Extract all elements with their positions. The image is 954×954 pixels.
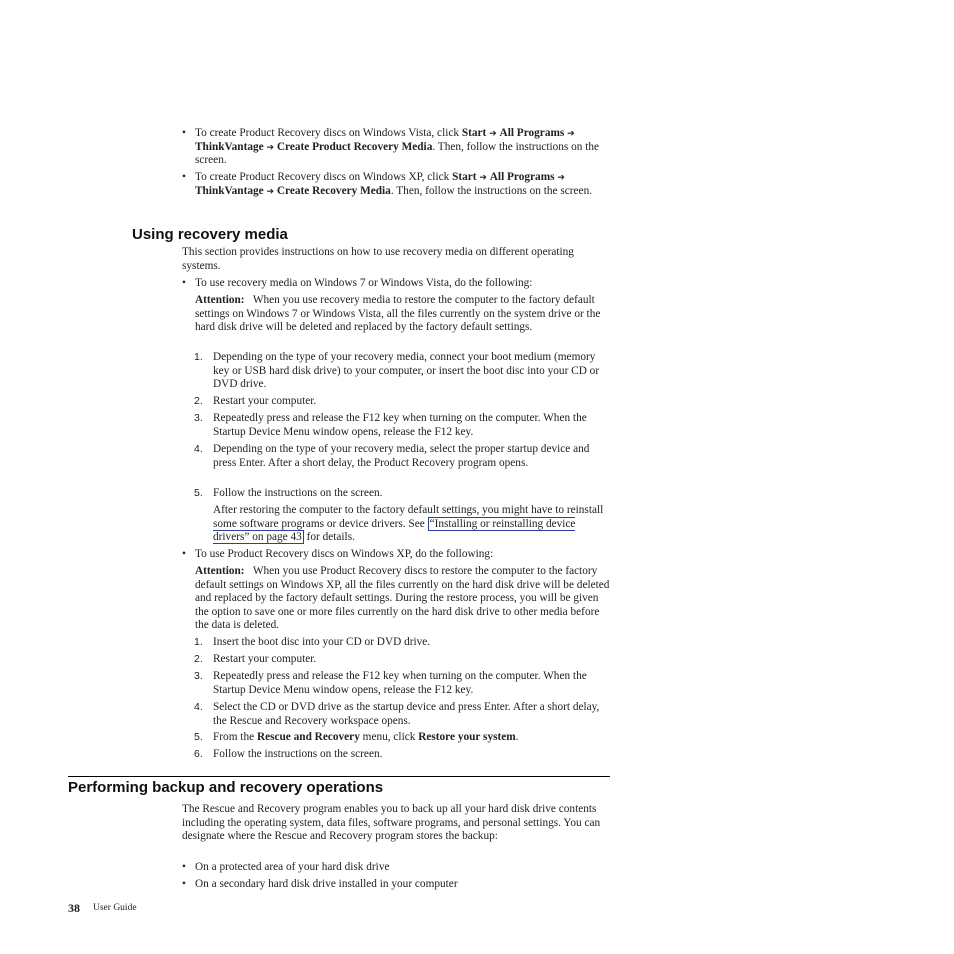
section-divider [68, 776, 610, 777]
section-heading: Performing backup and recovery operations [68, 779, 384, 796]
list-item: • To create Product Recovery discs on Windows Vista, click Start ➔ All Programs ➔ ThinkVantage ➔ Create Product Recovery Media. Then, follow the instructions on the screen. [182, 127, 600, 167]
arrow-icon: ➔ [266, 185, 275, 196]
page-number: 38 [68, 901, 80, 915]
arrow-icon: ➔ [557, 172, 565, 182]
cross-reference-link[interactable]: “Installing or reinstalling device drivers” on page 43 [213, 517, 576, 544]
step-item: 4. Depending on the type of your recovery media, select the proper startup device and press Enter. After a short delay, the Product Recovery program opens. [194, 443, 590, 469]
step-item: 4. Select the CD or DVD drive as the startup device and press Enter. After a short delay, the Rescue and Recovery workspace opens. [194, 701, 600, 727]
attention-note: Attention: When you use Product Recovery discs to restore the computer to the factory default settings on Windows XP, all the files currently on the hard disk drive will be deleted and replaced by the factory default settings. During the restore process, you will be given the option to save one or more files currently on the hard disk drive to other media before the data is deleted. [195, 565, 610, 632]
bullet-mark: • [182, 878, 186, 890]
arrow-icon: ➔ [489, 128, 497, 138]
section-heading: Using recovery media [132, 226, 288, 243]
step-item: 1. Insert the boot disc into your CD or DVD drive. [194, 636, 431, 648]
step-item: 3. Repeatedly press and release the F12 key when turning on the computer. When the Startup Device Menu window opens, release the F12 key. [194, 412, 587, 438]
attention-label: Attention: [195, 294, 245, 306]
step-item: 1. Depending on the type of your recovery media, connect your boot medium (memory key or USB hard disk drive) to your computer, or insert the boot disc into your CD or DVD drive. [194, 351, 600, 391]
arrow-icon: ➔ [567, 128, 575, 138]
arrow-icon: ➔ [266, 141, 275, 152]
list-item: • To use Product Recovery discs on Windows XP, do the following: [182, 548, 494, 560]
step-item: 5. Follow the instructions on the screen. [194, 487, 383, 499]
list-item: • On a protected area of your hard disk drive [182, 861, 390, 873]
step-item: 3. Repeatedly press and release the F12 key when turning on the computer. When the Startup Device Menu window opens, release the F12 key. [194, 670, 587, 696]
section-intro: This section provides instructions on how to use recovery media on different operating systems. [182, 246, 574, 272]
step-item: 2. Restart your computer. [194, 653, 317, 665]
after-restore-note: After restoring the computer to the factory default settings, you might have to reinstall some software programs or device drivers. See “Installing or reinstalling device drivers” on page 43 for details. [213, 504, 604, 544]
attention-label: Attention: [195, 565, 245, 577]
attention-note: Attention: When you use recovery media to restore the computer to the factory default settings on Windows 7 or Windows Vista, all the files currently on the system drive or the hard disk drive will be deleted and replaced by the factory default settings. [195, 294, 601, 334]
list-item: • On a secondary hard disk drive installed in your computer [182, 878, 458, 890]
bullet-mark: • [182, 548, 186, 560]
footer-title: User Guide [93, 903, 137, 913]
list-item: • To create Product Recovery discs on Windows XP, click Start ➔ All Programs ➔ ThinkVantage ➔ Create Recovery Media. Then, follow the instructions on the screen. [182, 171, 593, 197]
arrow-icon: ➔ [479, 172, 487, 182]
step-item: 2. Restart your computer. [194, 395, 317, 407]
step-item: 5. From the Rescue and Recovery menu, click Restore your system. [194, 731, 519, 743]
bullet-mark: • [182, 277, 186, 289]
step-item: 6. Follow the instructions on the screen. [194, 748, 383, 760]
bullet-mark: • [182, 171, 186, 183]
section-intro: The Rescue and Recovery program enables you to back up all your hard disk drive contents including the operating system, data files, software programs, and personal settings. You can designate where the Rescue and Recovery program stores the backup: [182, 803, 601, 843]
bullet-mark: • [182, 861, 186, 873]
list-item: • To use recovery media on Windows 7 or Windows Vista, do the following: [182, 277, 533, 289]
bullet-mark: • [182, 127, 186, 139]
